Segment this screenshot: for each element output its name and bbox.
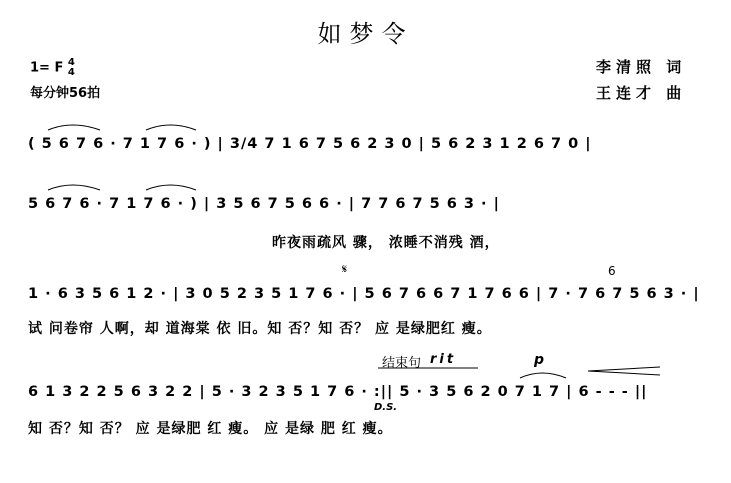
staff-3-lyrics: 试 问卷帘 人啊，却 道海棠 依 旧。知 否？知 否？ 应 是绿肥红 瘦。 <box>28 321 492 337</box>
triplet-slur-3 <box>48 185 100 190</box>
dynamic-mark: p <box>534 352 545 368</box>
staff-4-notes: 6 1 3 2 2 5 6 3 2 2 | 5 · 3 2 3 5 1 7 6 · :|| 5 · 3 5 6 2 0 7 1 7 | 6 - - - || <box>28 384 648 400</box>
key-label: 1= F <box>30 60 64 76</box>
ending-label: 结束句 <box>382 356 422 371</box>
triplet-slur-4 <box>146 185 196 190</box>
hairpin-upper <box>588 367 660 371</box>
staff-2-notes: 5 6 7 6 · 7 1 7 6 · ) | 3 5 6 7 5 6 6 · | 7 7 6 7 5 6 3 · | <box>28 196 500 212</box>
time-denominator: 4 <box>67 67 75 78</box>
tuplet-6-mark: 6 <box>608 264 616 278</box>
triplet-slur-1 <box>48 125 100 130</box>
triplet-slur-2 <box>146 125 196 130</box>
staff-4-lyrics: 知 否？知 否？ 应 是绿肥 红 瘦。 应 是绿 肥 红 瘦。 <box>28 421 393 437</box>
song-title: 如梦令 <box>317 20 414 48</box>
time-numerator: 4 <box>67 57 75 68</box>
staff-3-notes: 1 · 6 3 5 6 1 2 · | 3 0 5 2 3 5 1 7 6 · | 5 6 7 6 6 7 1 7 6 6 | 7 · 7 6 7 5 6 3 · | <box>28 286 700 302</box>
dal-segno-mark: D.S. <box>374 402 398 413</box>
tempo-marking: 每分钟56拍 <box>30 86 101 101</box>
staff-2-lyrics: 昨夜雨疏风 骤， 浓睡不消残 酒， <box>272 235 500 251</box>
lyricist-credit: 李清照 词 <box>596 58 687 76</box>
segno-mark: 𝄋 <box>342 262 348 276</box>
staff-1-notes: ( 5 6 7 6 · 7 1 7 6 · ) | 3/4 7 1 6 7 5 6 2 3 0 | 5 6 2 3 1 2 6 7 0 | <box>28 136 592 152</box>
hairpin-lower <box>588 371 660 375</box>
triplet-slur-5 <box>520 373 566 378</box>
composer-credit: 王连才 曲 <box>596 84 687 102</box>
ritardando-mark: rit <box>430 352 457 367</box>
